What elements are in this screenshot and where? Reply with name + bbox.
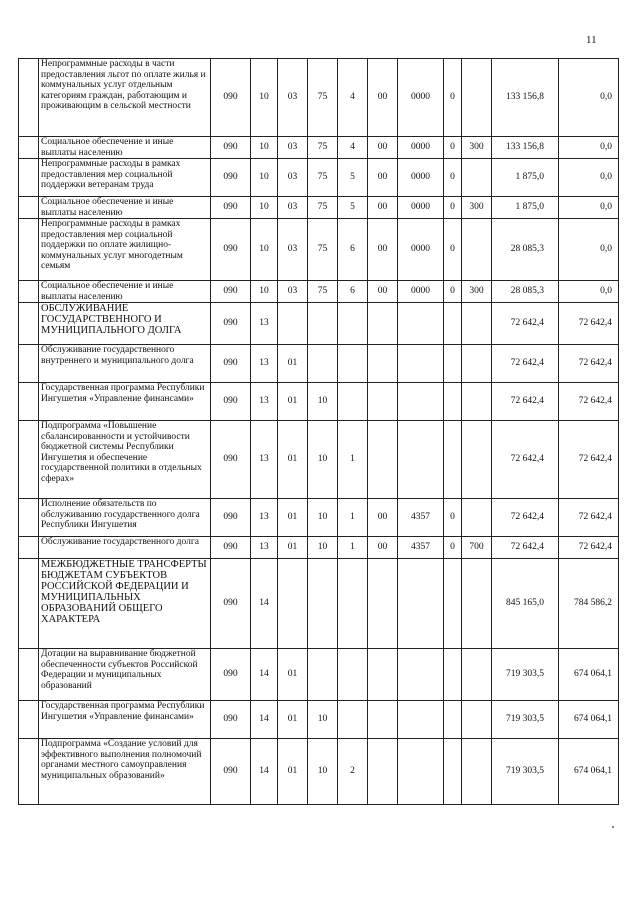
row-cell-c7: 0000: [398, 219, 444, 281]
row-cell-c5: 1: [338, 499, 368, 537]
row-cell-c3: 01: [278, 499, 308, 537]
row-cell-v1: 719 303,5: [492, 739, 559, 805]
row-name: Социальное обеспечение и иные выплаты населению: [39, 197, 211, 219]
row-cell-v2: 0,0: [559, 137, 619, 159]
row-cell-c2: 14: [251, 559, 278, 649]
row-cell-c1: 090: [211, 345, 251, 383]
row-cell-c7: [398, 421, 444, 499]
row-cell-v1: 72 642,4: [492, 383, 559, 421]
row-name: Социальное обеспечение и иные выплаты населению: [39, 137, 211, 159]
row-cell-v2: 0,0: [559, 281, 619, 303]
page-number: 11: [586, 34, 597, 46]
row-cell-c4: 75: [308, 137, 338, 159]
row-cell-c3: 01: [278, 739, 308, 805]
row-cell-c8: [444, 303, 462, 345]
row-cell-v2: 72 642,4: [559, 537, 619, 559]
row-cell-c7: 4357: [398, 537, 444, 559]
row-blank-cell: [19, 559, 39, 649]
row-cell-v2: 784 586,2: [559, 559, 619, 649]
row-cell-c4: 10: [308, 701, 338, 739]
table-row: [19, 281, 619, 303]
table-row: [19, 537, 619, 559]
row-cell-c8: 0: [444, 137, 462, 159]
table-row: [19, 59, 619, 137]
row-blank-cell: [19, 159, 39, 197]
row-blank-cell: [19, 345, 39, 383]
row-cell-c7: [398, 345, 444, 383]
row-cell-v1: 28 085,3: [492, 219, 559, 281]
row-cell-c2: 13: [251, 499, 278, 537]
row-cell-c6: [368, 383, 398, 421]
row-cell-c1: 090: [211, 383, 251, 421]
row-blank-cell: [19, 303, 39, 345]
row-cell-c5: [338, 303, 368, 345]
row-name: Подпрограмма «Повышение сбалансированности и устойчивости бюджетной системы Республики Ингушетия и обеспечение государственной политики в отдельных сферах»: [39, 421, 211, 499]
row-cell-c6: 00: [368, 59, 398, 137]
row-name: ОБСЛУЖИВАНИЕ ГОСУДАРСТВЕННОГО И МУНИЦИПАЛЬНОГО ДОЛГА: [39, 303, 211, 345]
row-cell-c8: [444, 421, 462, 499]
row-cell-c7: 0000: [398, 137, 444, 159]
row-cell-c9: 300: [462, 137, 492, 159]
row-name: МЕЖБЮДЖЕТНЫЕ ТРАНСФЕРТЫ БЮДЖЕТАМ СУБЪЕКТОВ РОССИЙСКОЙ ФЕДЕРАЦИИ И МУНИЦИПАЛЬНЫХ ОБРАЗОВАНИЙ ОБЩЕГО ХАРАКТЕРА: [39, 559, 211, 649]
row-cell-c9: [462, 219, 492, 281]
row-cell-c7: 4357: [398, 499, 444, 537]
row-name: Дотации на выравнивание бюджетной обеспеченности субъектов Российской Федерации и муниципальных образований: [39, 649, 211, 701]
row-cell-c2: 14: [251, 649, 278, 701]
row-cell-c1: 090: [211, 197, 251, 219]
row-cell-c4: 10: [308, 537, 338, 559]
row-cell-c5: 1: [338, 421, 368, 499]
row-cell-c2: 10: [251, 281, 278, 303]
row-cell-c8: 0: [444, 537, 462, 559]
row-cell-c8: 0: [444, 281, 462, 303]
row-cell-v2: 72 642,4: [559, 345, 619, 383]
row-cell-c6: 00: [368, 159, 398, 197]
row-name: Обслуживание государственного долга: [39, 537, 211, 559]
row-cell-c1: 090: [211, 649, 251, 701]
row-cell-c7: [398, 303, 444, 345]
row-cell-c3: [278, 559, 308, 649]
table-row: [19, 739, 619, 805]
row-cell-c5: 5: [338, 159, 368, 197]
row-cell-c2: 14: [251, 739, 278, 805]
row-cell-c9: 300: [462, 197, 492, 219]
row-cell-c4: 75: [308, 59, 338, 137]
row-cell-c6: [368, 701, 398, 739]
row-cell-c6: 00: [368, 137, 398, 159]
row-cell-c3: 01: [278, 537, 308, 559]
row-cell-c1: 090: [211, 701, 251, 739]
row-cell-c7: [398, 649, 444, 701]
row-cell-c7: [398, 559, 444, 649]
table-row: [19, 219, 619, 281]
row-cell-c9: 300: [462, 281, 492, 303]
row-cell-v1: 72 642,4: [492, 499, 559, 537]
budget-table: [18, 58, 619, 805]
row-cell-v1: 72 642,4: [492, 421, 559, 499]
row-blank-cell: [19, 219, 39, 281]
row-name: Государственная программа Республики Ингушетия «Управление финансами»: [39, 383, 211, 421]
row-cell-v1: 845 165,0: [492, 559, 559, 649]
row-cell-c2: 13: [251, 537, 278, 559]
row-blank-cell: [19, 383, 39, 421]
row-cell-c8: [444, 739, 462, 805]
row-cell-v1: 133 156,8: [492, 59, 559, 137]
row-cell-c9: [462, 499, 492, 537]
row-cell-c1: 090: [211, 739, 251, 805]
row-cell-c9: 700: [462, 537, 492, 559]
row-cell-c7: [398, 739, 444, 805]
row-cell-c7: [398, 383, 444, 421]
row-cell-c9: [462, 345, 492, 383]
row-cell-c5: [338, 559, 368, 649]
row-cell-c2: 13: [251, 383, 278, 421]
row-cell-c6: [368, 345, 398, 383]
table-row: [19, 137, 619, 159]
row-cell-c4: [308, 559, 338, 649]
table-row: [19, 159, 619, 197]
row-cell-c6: [368, 739, 398, 805]
row-cell-c9: [462, 421, 492, 499]
table-row: [19, 701, 619, 739]
row-cell-v2: 72 642,4: [559, 383, 619, 421]
row-name: Государственная программа Республики Ингушетия «Управление финансами»: [39, 701, 211, 739]
row-cell-c7: 0000: [398, 59, 444, 137]
row-cell-v2: 674 064,1: [559, 701, 619, 739]
row-cell-c4: [308, 303, 338, 345]
row-cell-v1: 72 642,4: [492, 537, 559, 559]
row-cell-v2: 72 642,4: [559, 421, 619, 499]
row-blank-cell: [19, 701, 39, 739]
row-cell-c3: 01: [278, 701, 308, 739]
row-cell-c6: [368, 559, 398, 649]
row-cell-c1: 090: [211, 159, 251, 197]
row-cell-c2: 10: [251, 59, 278, 137]
row-blank-cell: [19, 537, 39, 559]
row-cell-c9: [462, 303, 492, 345]
row-cell-c3: 03: [278, 281, 308, 303]
row-cell-v1: 133 156,8: [492, 137, 559, 159]
table-row: [19, 421, 619, 499]
row-cell-c4: 75: [308, 219, 338, 281]
row-cell-c6: 00: [368, 197, 398, 219]
table-row: [19, 303, 619, 345]
table-row: [19, 197, 619, 219]
row-cell-c4: 10: [308, 421, 338, 499]
row-cell-c1: 090: [211, 59, 251, 137]
row-cell-v1: 72 642,4: [492, 345, 559, 383]
row-cell-v2: 674 064,1: [559, 739, 619, 805]
row-cell-c4: 75: [308, 197, 338, 219]
row-blank-cell: [19, 739, 39, 805]
row-cell-v1: 1 875,0: [492, 197, 559, 219]
row-cell-c8: 0: [444, 219, 462, 281]
row-cell-c9: [462, 739, 492, 805]
row-cell-c5: [338, 345, 368, 383]
row-cell-c8: 0: [444, 59, 462, 137]
row-cell-c1: 090: [211, 303, 251, 345]
row-cell-c5: 2: [338, 739, 368, 805]
table-row: [19, 649, 619, 701]
table-row: [19, 559, 619, 649]
row-cell-c7: 0000: [398, 159, 444, 197]
row-cell-c7: 0000: [398, 197, 444, 219]
row-cell-c4: 75: [308, 281, 338, 303]
row-cell-c9: [462, 559, 492, 649]
row-cell-v2: 0,0: [559, 219, 619, 281]
row-blank-cell: [19, 649, 39, 701]
row-cell-c5: 5: [338, 197, 368, 219]
row-cell-c3: 03: [278, 59, 308, 137]
row-cell-c8: [444, 649, 462, 701]
row-name: Социальное обеспечение и иные выплаты населению: [39, 281, 211, 303]
row-blank-cell: [19, 137, 39, 159]
row-cell-c9: [462, 649, 492, 701]
row-blank-cell: [19, 59, 39, 137]
row-cell-v2: 674 064,1: [559, 649, 619, 701]
row-cell-c4: [308, 649, 338, 701]
row-cell-c4: 10: [308, 383, 338, 421]
row-cell-c3: 03: [278, 137, 308, 159]
row-cell-c2: 10: [251, 159, 278, 197]
row-name: Подпрограмма «Создание условий для эффективного выполнения полномочий органами местного самоуправления муниципальных образований»: [39, 739, 211, 805]
row-cell-c4: [308, 345, 338, 383]
row-cell-c1: 090: [211, 499, 251, 537]
row-cell-v2: 0,0: [559, 197, 619, 219]
row-cell-c1: 090: [211, 137, 251, 159]
row-cell-c4: 10: [308, 499, 338, 537]
row-cell-c5: 4: [338, 137, 368, 159]
row-blank-cell: [19, 281, 39, 303]
row-cell-c6: [368, 303, 398, 345]
row-cell-c1: 090: [211, 219, 251, 281]
row-cell-c3: 03: [278, 197, 308, 219]
row-cell-c3: 01: [278, 383, 308, 421]
row-cell-c9: [462, 59, 492, 137]
row-cell-c3: 01: [278, 345, 308, 383]
table-row: [19, 499, 619, 537]
row-cell-c8: 0: [444, 197, 462, 219]
scan-speck: [612, 826, 614, 828]
row-cell-c9: [462, 701, 492, 739]
row-cell-v1: 28 085,3: [492, 281, 559, 303]
table-row: [19, 345, 619, 383]
row-cell-c1: 090: [211, 559, 251, 649]
row-cell-c6: 00: [368, 537, 398, 559]
row-cell-c3: 01: [278, 649, 308, 701]
row-cell-c9: [462, 159, 492, 197]
row-cell-c8: 0: [444, 499, 462, 537]
row-cell-c8: [444, 559, 462, 649]
row-cell-c2: 13: [251, 421, 278, 499]
row-cell-c2: 10: [251, 219, 278, 281]
row-cell-c2: 13: [251, 345, 278, 383]
row-cell-c9: [462, 383, 492, 421]
row-cell-c6: [368, 421, 398, 499]
row-cell-c6: [368, 649, 398, 701]
row-blank-cell: [19, 499, 39, 537]
row-cell-c1: 090: [211, 421, 251, 499]
row-cell-c6: 00: [368, 499, 398, 537]
row-blank-cell: [19, 197, 39, 219]
row-cell-c4: 10: [308, 739, 338, 805]
row-name: Непрограммные расходы в рамках предоставления мер социальной поддержки по оплате жилищно-коммунальных услуг многодетным семьям: [39, 219, 211, 281]
row-cell-v1: 72 642,4: [492, 303, 559, 345]
row-cell-c6: 00: [368, 281, 398, 303]
row-cell-c3: [278, 303, 308, 345]
row-cell-c2: 14: [251, 701, 278, 739]
row-cell-c8: [444, 383, 462, 421]
row-cell-c3: 03: [278, 159, 308, 197]
row-cell-c5: 6: [338, 219, 368, 281]
row-cell-c8: [444, 345, 462, 383]
row-cell-v2: 72 642,4: [559, 303, 619, 345]
row-cell-c2: 10: [251, 197, 278, 219]
row-cell-v1: 1 875,0: [492, 159, 559, 197]
row-name: Непрограммные расходы в рамках предоставления мер социальной поддержки ветеранам труда: [39, 159, 211, 197]
row-cell-c5: 6: [338, 281, 368, 303]
row-cell-c5: 4: [338, 59, 368, 137]
row-name: Исполнение обязательств по обслуживанию государственного долга Республики Ингушетия: [39, 499, 211, 537]
row-cell-c6: 00: [368, 219, 398, 281]
row-cell-c2: 13: [251, 303, 278, 345]
row-cell-c5: 1: [338, 537, 368, 559]
row-cell-c5: [338, 701, 368, 739]
row-cell-c8: [444, 701, 462, 739]
row-name: Непрограммные расходы в части предоставления льгот по оплате жилья и коммунальных услуг отдельным категориям граждан, работающим и проживающим в сельской местности: [39, 59, 211, 137]
row-cell-c3: 03: [278, 219, 308, 281]
row-cell-c2: 10: [251, 137, 278, 159]
table-row: [19, 383, 619, 421]
row-cell-c3: 01: [278, 421, 308, 499]
row-cell-v1: 719 303,5: [492, 649, 559, 701]
row-cell-v1: 719 303,5: [492, 701, 559, 739]
row-cell-c7: 0000: [398, 281, 444, 303]
row-name: Обслуживание государственного внутреннего и муниципального долга: [39, 345, 211, 383]
row-cell-c4: 75: [308, 159, 338, 197]
row-cell-v2: 0,0: [559, 59, 619, 137]
row-cell-c1: 090: [211, 537, 251, 559]
row-cell-c5: [338, 383, 368, 421]
row-cell-c5: [338, 649, 368, 701]
row-cell-v2: 0,0: [559, 159, 619, 197]
row-cell-c1: 090: [211, 281, 251, 303]
row-blank-cell: [19, 421, 39, 499]
row-cell-v2: 72 642,4: [559, 499, 619, 537]
row-cell-c7: [398, 701, 444, 739]
row-cell-c8: 0: [444, 159, 462, 197]
